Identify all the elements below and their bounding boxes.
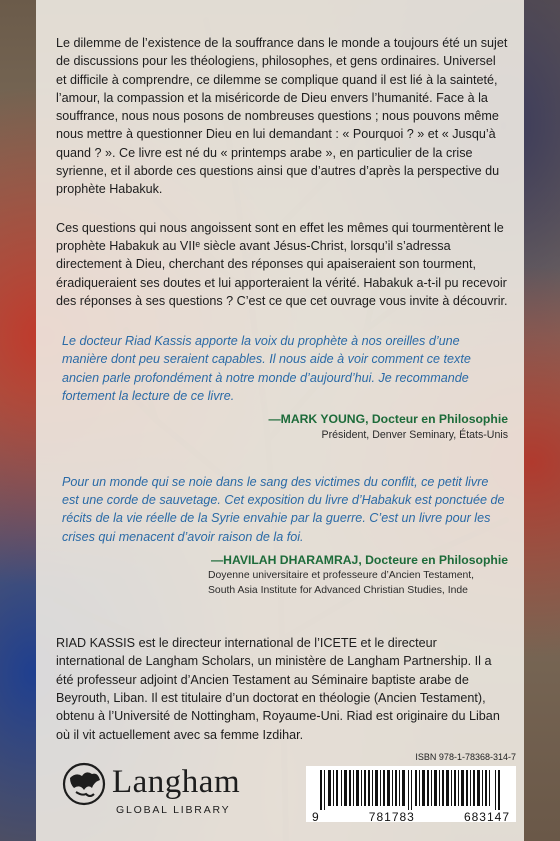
globe-tree-icon bbox=[62, 762, 106, 806]
summary-paragraph: Ces questions qui nous angoissent sont en effet les mêmes qui tourmentèrent le prophète Habakuk au VIIᵉ siècle avant Jésus-Christ, lorsqu’il s’adressa directement à Dieu, cherchant des réponses qui apaiseraient son tourment, éradiqueraient ses doutes et lui apporteraient la vérité. Habakuk a-t-il pu recevoir des réponses à ses questions ? C’est ce que cet ouvrage vous invite à découvrir. bbox=[56, 220, 508, 308]
barcode-digits bbox=[306, 810, 516, 824]
endorser-name: —MARK YOUNG, bbox=[268, 412, 369, 427]
endorser-signature bbox=[62, 411, 508, 428]
barcode-digit-group-1: 781783 bbox=[368, 810, 415, 824]
author-bio: RIAD KASSIS est le directeur international de l’ICETE et le directeur international de Langham Scholars, un ministère de Langham Partnership. Il a été professeur adjoint d’Ancien Testament au Séminaire baptiste arabe de Beyrouth, Liban. Il est titulaire d’un doctorat en théologie (Ancien Testament), obtenu à l’Université de Nottingham, Royaume-Uni. Riad est originaire du Liban où il vit actuellement avec sa femme Izdihar. bbox=[56, 636, 500, 742]
publisher-subtitle: GLOBAL LIBRARY bbox=[116, 804, 231, 816]
endorser-role-line-1: Doyenne universitaire et professeure d’Ancien Testament, bbox=[208, 570, 475, 582]
endorser-title: Docteure en Philosophie bbox=[365, 553, 508, 568]
barcode-digit-group-2: 683147 bbox=[463, 810, 510, 824]
endorser-title: Docteur en Philosophie bbox=[371, 412, 508, 427]
isbn-label: ISBN 978-1-78368-314-7 bbox=[415, 752, 516, 762]
intro-paragraph: Le dilemme de l’existence de la souffrance dans le monde a toujours été un sujet de discussions pour les théologiens, philosophes, et gens ordinaires. Universel et difficile à comprendre, ce dilemme se complique quand il est lié à la sainteté, l’amour, la compassion et la miséricorde de Dieu envers l’humanité. Face à la souffrance, nous nous posons de nombreuses questions ; nous pouvons même nous mettre à questionner Dieu en lui demandant : « Pourquoi ? » et « Jusqu’à quand ? ». Ce livre est né du « printemps arabe », en particulier de la crise syrienne, et il aborde ces questions ainsi que d’autres d’après la perspective du prophète Habakuk. bbox=[56, 36, 508, 197]
endorsement-mark-young bbox=[62, 332, 508, 443]
endorser-name: —HAVILAH DHARAMRAJ, bbox=[210, 553, 362, 568]
endorsement-quote: Le docteur Riad Kassis apporte la voix du prophète à nos oreilles d’une manière dont peu seraient capables. Il nous aide à voir comment ce texte ancien parle profondément à notre monde d’aujourd’hui. Je recommande fortement la lecture de ce livre. bbox=[62, 334, 471, 404]
barcode-bars bbox=[320, 770, 502, 810]
publisher-name: Langham bbox=[112, 764, 241, 800]
endorser-role-line-2: South Asia Institute for Advanced Christian Studies, Inde bbox=[208, 584, 468, 596]
barcode-digit-lead: 9 bbox=[312, 810, 320, 824]
endorser-signature bbox=[62, 552, 508, 569]
endorser-role: Président, Denver Seminary, États-Unis bbox=[321, 429, 508, 442]
barcode bbox=[306, 766, 516, 822]
cover-footer bbox=[56, 752, 516, 822]
endorsement-havilah-dharamraj bbox=[62, 473, 508, 598]
back-cover-content bbox=[56, 34, 508, 744]
publisher-logo bbox=[62, 762, 242, 822]
endorsement-quote: Pour un monde qui se noie dans le sang des victimes du conflit, ce petit livre est une corde de sauvetage. Cet exposition du livre d’Habakuk est ponctuée de récits de la vie réelle de la Syrie envahie par la guerre. C’est un livre pour les crises qui menacent d’avoir raison de la foi. bbox=[62, 474, 505, 544]
